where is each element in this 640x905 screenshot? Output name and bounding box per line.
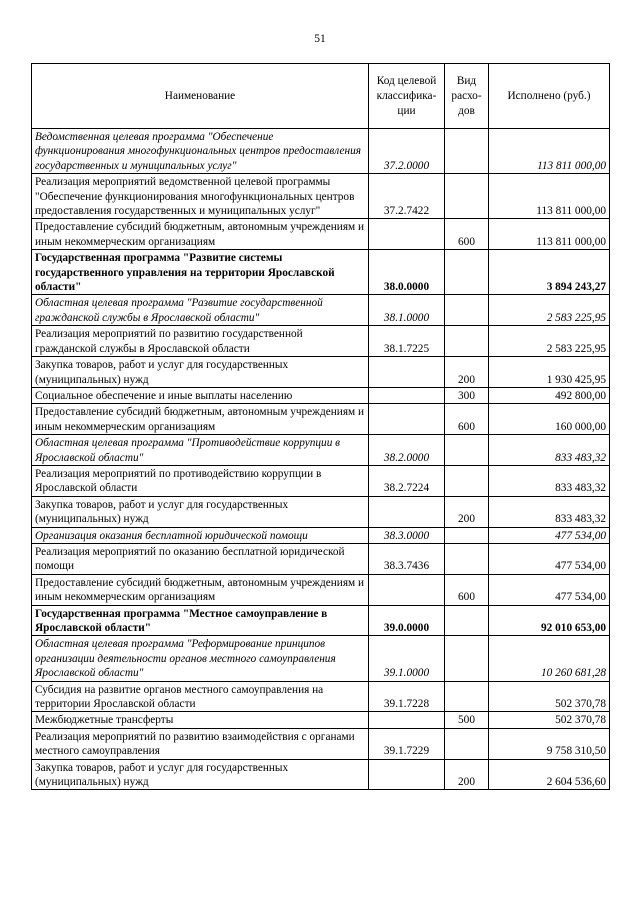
cell-code — [369, 496, 445, 527]
cell-amount: 2 583 225,95 — [489, 295, 610, 326]
table-row — [32, 574, 610, 605]
cell-type — [445, 527, 489, 543]
cell-type: 500 — [445, 712, 489, 728]
cell-name: Межбюджетные трансферты — [32, 712, 369, 728]
cell-code: 38.2.7224 — [369, 465, 445, 496]
cell-name: Закупка товаров, работ и услуг для государственных (муниципальных) нужд — [32, 759, 369, 790]
cell-name: Областная целевая программа "Реформирование принципов организации деятельности органов местного самоуправления Ярославской области" — [32, 636, 369, 681]
table-row — [32, 174, 610, 219]
cell-code: 38.0.0000 — [369, 250, 445, 295]
table-row — [32, 605, 610, 636]
cell-type — [445, 605, 489, 636]
column-header-type: Вид расхо-дов — [445, 64, 489, 129]
cell-amount: 113 811 000,00 — [489, 219, 610, 250]
cell-code: 39.0.0000 — [369, 605, 445, 636]
cell-amount: 9 758 310,50 — [489, 728, 610, 759]
cell-name: Государственная программа "Местное самоуправление в Ярославской области" — [32, 605, 369, 636]
cell-type — [445, 435, 489, 466]
cell-amount: 477 534,00 — [489, 574, 610, 605]
column-header-name: Наименование — [32, 64, 369, 129]
cell-code: 38.1.7225 — [369, 326, 445, 357]
table-row — [32, 681, 610, 712]
table-row — [32, 250, 610, 295]
cell-amount: 2 604 536,60 — [489, 759, 610, 790]
cell-name: Реализация мероприятий ведомственной целевой программы "Обеспечение функционирования многофункциональных центров предоставления государственных и муниципальных услуг" — [32, 174, 369, 219]
cell-code: 37.2.7422 — [369, 174, 445, 219]
cell-amount: 477 534,00 — [489, 543, 610, 574]
cell-code — [369, 387, 445, 403]
cell-name: Предоставление субсидий бюджетным, автономным учреждениям и иным некоммерческим организациям — [32, 219, 369, 250]
cell-amount: 492 800,00 — [489, 387, 610, 403]
cell-type: 600 — [445, 404, 489, 435]
cell-name: Ведомственная целевая программа "Обеспечение функционирования многофункциональных центров предоставления государственных и муниципальных услуг" — [32, 129, 369, 174]
cell-amount: 1 930 425,95 — [489, 357, 610, 388]
table-row — [32, 129, 610, 174]
cell-code: 38.1.0000 — [369, 295, 445, 326]
cell-type: 600 — [445, 574, 489, 605]
cell-type — [445, 174, 489, 219]
cell-amount: 502 370,78 — [489, 681, 610, 712]
cell-code: 38.3.7436 — [369, 543, 445, 574]
cell-amount: 160 000,00 — [489, 404, 610, 435]
cell-type — [445, 129, 489, 174]
cell-type: 600 — [445, 219, 489, 250]
cell-name: Реализация мероприятий по оказанию бесплатной юридической помощи — [32, 543, 369, 574]
cell-amount: 3 894 243,27 — [489, 250, 610, 295]
table-row — [32, 357, 610, 388]
page-number: 51 — [314, 33, 326, 45]
table-row — [32, 435, 610, 466]
cell-type: 200 — [445, 759, 489, 790]
table-row — [32, 527, 610, 543]
cell-code: 37.2.0000 — [369, 129, 445, 174]
cell-name: Реализация мероприятий по развитию взаимодействия с органами местного самоуправления — [32, 728, 369, 759]
cell-name: Организация оказания бесплатной юридической помощи — [32, 527, 369, 543]
table-row — [32, 219, 610, 250]
table-row — [32, 404, 610, 435]
cell-code: 38.2.0000 — [369, 435, 445, 466]
cell-name: Предоставление субсидий бюджетным, автономным учреждениям и иным некоммерческим организациям — [32, 404, 369, 435]
column-header-code: Код целевой классифика-ции — [369, 64, 445, 129]
cell-amount: 833 483,32 — [489, 465, 610, 496]
cell-code — [369, 219, 445, 250]
cell-code: 39.1.7228 — [369, 681, 445, 712]
cell-type: 200 — [445, 496, 489, 527]
cell-name: Предоставление субсидий бюджетным, автономным учреждениям и иным некоммерческим организациям — [32, 574, 369, 605]
cell-code: 39.1.7229 — [369, 728, 445, 759]
cell-name: Государственная программа "Развитие системы государственного управления на территории Ярославской области" — [32, 250, 369, 295]
cell-type — [445, 636, 489, 681]
cell-amount: 92 010 653,00 — [489, 605, 610, 636]
column-header-amount: Исполнено (руб.) — [489, 64, 610, 129]
cell-amount: 113 811 000,00 — [489, 174, 610, 219]
cell-code — [369, 759, 445, 790]
cell-name: Закупка товаров, работ и услуг для государственных (муниципальных) нужд — [32, 496, 369, 527]
table-row — [32, 712, 610, 728]
cell-type — [445, 295, 489, 326]
table-row — [32, 326, 610, 357]
table-row — [32, 465, 610, 496]
cell-code — [369, 574, 445, 605]
table-row — [32, 759, 610, 790]
cell-name: Закупка товаров, работ и услуг для государственных (муниципальных) нужд — [32, 357, 369, 388]
cell-type: 300 — [445, 387, 489, 403]
budget-table — [31, 63, 610, 790]
cell-code — [369, 712, 445, 728]
cell-name: Областная целевая программа "Развитие государственной гражданской службы в Ярославской области" — [32, 295, 369, 326]
cell-type: 200 — [445, 357, 489, 388]
cell-code — [369, 404, 445, 435]
cell-name: Областная целевая программа "Противодействие коррупции в Ярославской области" — [32, 435, 369, 466]
cell-type — [445, 681, 489, 712]
cell-amount: 113 811 000,00 — [489, 129, 610, 174]
cell-name: Социальное обеспечение и иные выплаты населению — [32, 387, 369, 403]
cell-code — [369, 357, 445, 388]
cell-type — [445, 728, 489, 759]
cell-type — [445, 465, 489, 496]
cell-name: Субсидия на развитие органов местного самоуправления на территории Ярославской области — [32, 681, 369, 712]
cell-name: Реализация мероприятий по противодействию коррупции в Ярославской области — [32, 465, 369, 496]
cell-type — [445, 326, 489, 357]
table-row — [32, 387, 610, 403]
cell-code: 38.3.0000 — [369, 527, 445, 543]
table-header-row — [32, 64, 610, 129]
table-row — [32, 496, 610, 527]
cell-code: 39.1.0000 — [369, 636, 445, 681]
table-row — [32, 728, 610, 759]
cell-type — [445, 543, 489, 574]
cell-name: Реализация мероприятий по развитию государственной гражданской службы в Ярославской области — [32, 326, 369, 357]
cell-amount: 833 483,32 — [489, 435, 610, 466]
table-row — [32, 543, 610, 574]
table-row — [32, 295, 610, 326]
table-row — [32, 636, 610, 681]
cell-amount: 10 260 681,28 — [489, 636, 610, 681]
cell-amount: 833 483,32 — [489, 496, 610, 527]
cell-amount: 477 534,00 — [489, 527, 610, 543]
cell-type — [445, 250, 489, 295]
cell-amount: 2 583 225,95 — [489, 326, 610, 357]
cell-amount: 502 370,78 — [489, 712, 610, 728]
